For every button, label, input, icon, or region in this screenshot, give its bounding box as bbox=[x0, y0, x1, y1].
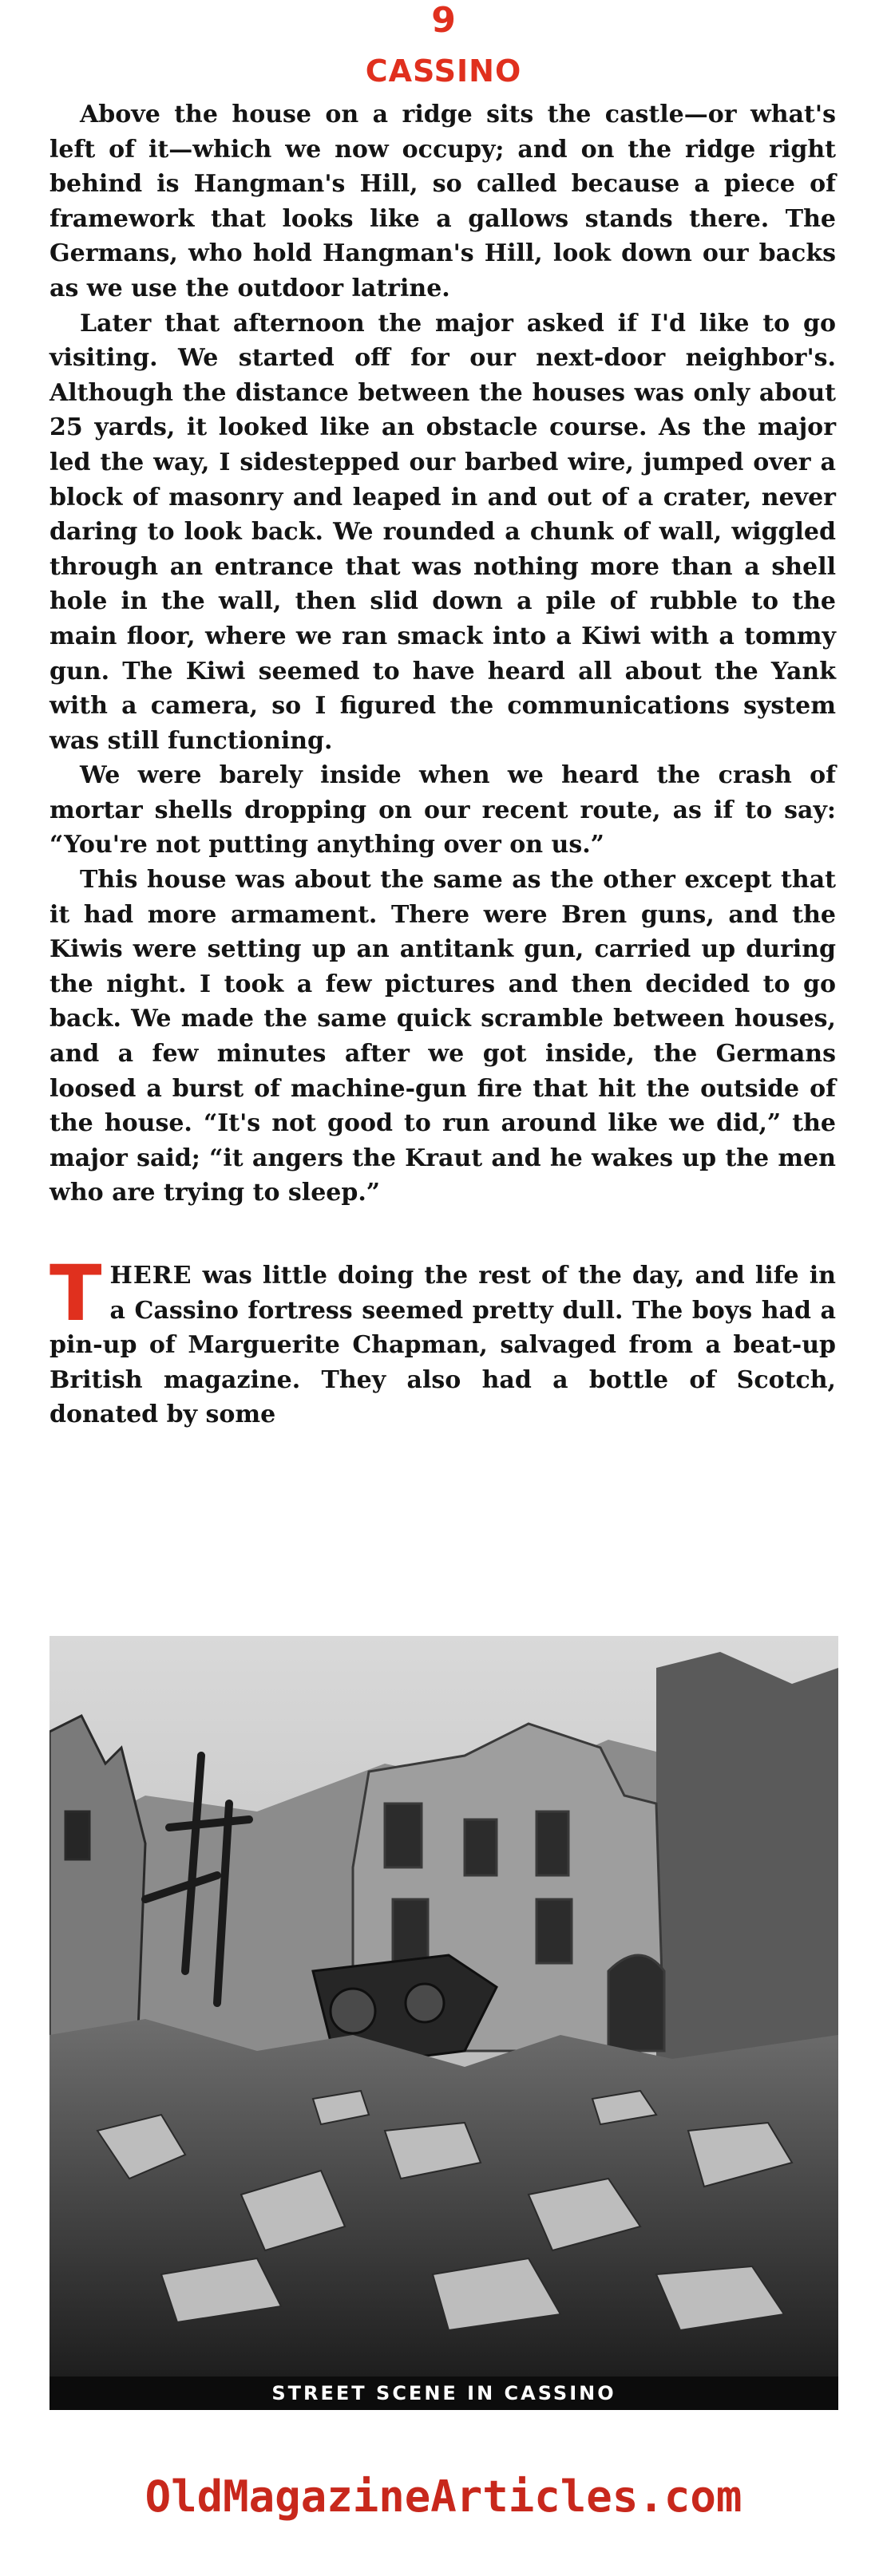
rubble-scene-illustration bbox=[49, 1636, 838, 2376]
article-paragraph: This house was about the same as the other except that it had more armament. There were Bren guns, and the Kiwis were setting up an antitank gun, carried up during the night. I took a few pictures and then decided to go back. We made the same quick scramble between houses, and a few minutes after we got inside, the Germans loosed a burst of machine-gun fire that hit the outside of the house. “It's not good to run around like we did,” the major said; “it angers the Kraut and he wakes up the men who are trying to sleep.” bbox=[49, 866, 836, 1207]
page-title: CASSINO bbox=[365, 53, 522, 89]
drop-cap: T bbox=[49, 1249, 102, 1338]
article-paragraph: We were barely inside when we heard the crash of mortar shells dropping on our recent route, as if to say: “You're not putting anything over on us.” bbox=[49, 761, 836, 859]
page-number: 9 bbox=[431, 0, 456, 41]
article-paragraph: Above the house on a ridge sits the castle—or what's left of it—which we now occupy; and on the ridge right behind is Hangman's Hill, so called because a piece of framework that looks like a gallows stands there. The Germans, who hold Hangman's Hill, look down our backs as we use the outdoor latrine. bbox=[49, 101, 836, 302]
site-footer-watermark[interactable]: OldMagazineArticles.com bbox=[145, 2471, 742, 2522]
lead-in-caps: HERE bbox=[109, 1262, 192, 1290]
article-paragraph-opening bbox=[49, 1249, 836, 1432]
street-scene-photo bbox=[49, 1636, 838, 2410]
opening-paragraph-text: was little doing the rest of the day, and life in a Cassino fortress seemed pretty dull. The boys had a pin-up of Marguerite Chapman, salvaged from a beat-up British magazine. They also had a bottle of Scotch, donated by some bbox=[49, 1262, 836, 1429]
article-body bbox=[49, 97, 836, 1432]
article-paragraph: Later that afternoon the major asked if I'd like to go visiting. We started off for our next-door neighbor's. Although the distance between the houses was only about 25 yards, it looked like an obstacle course. As the major led the way, I sidestepped our barbed wire, jumped over a block of masonry and leaped in and out of a crater, never daring to look back. We rounded a chunk of wall, wiggled through an entrance that was nothing more than a shell hole in the wall, then slid down a pile of rubble to the main floor, where we ran smack into a Kiwi with a tommy gun. The Kiwi seemed to have heard all about the Yank with a camera, so I figured the communications system was still functioning. bbox=[49, 309, 836, 755]
photo-caption: STREET SCENE IN CASSINO bbox=[49, 2376, 838, 2410]
